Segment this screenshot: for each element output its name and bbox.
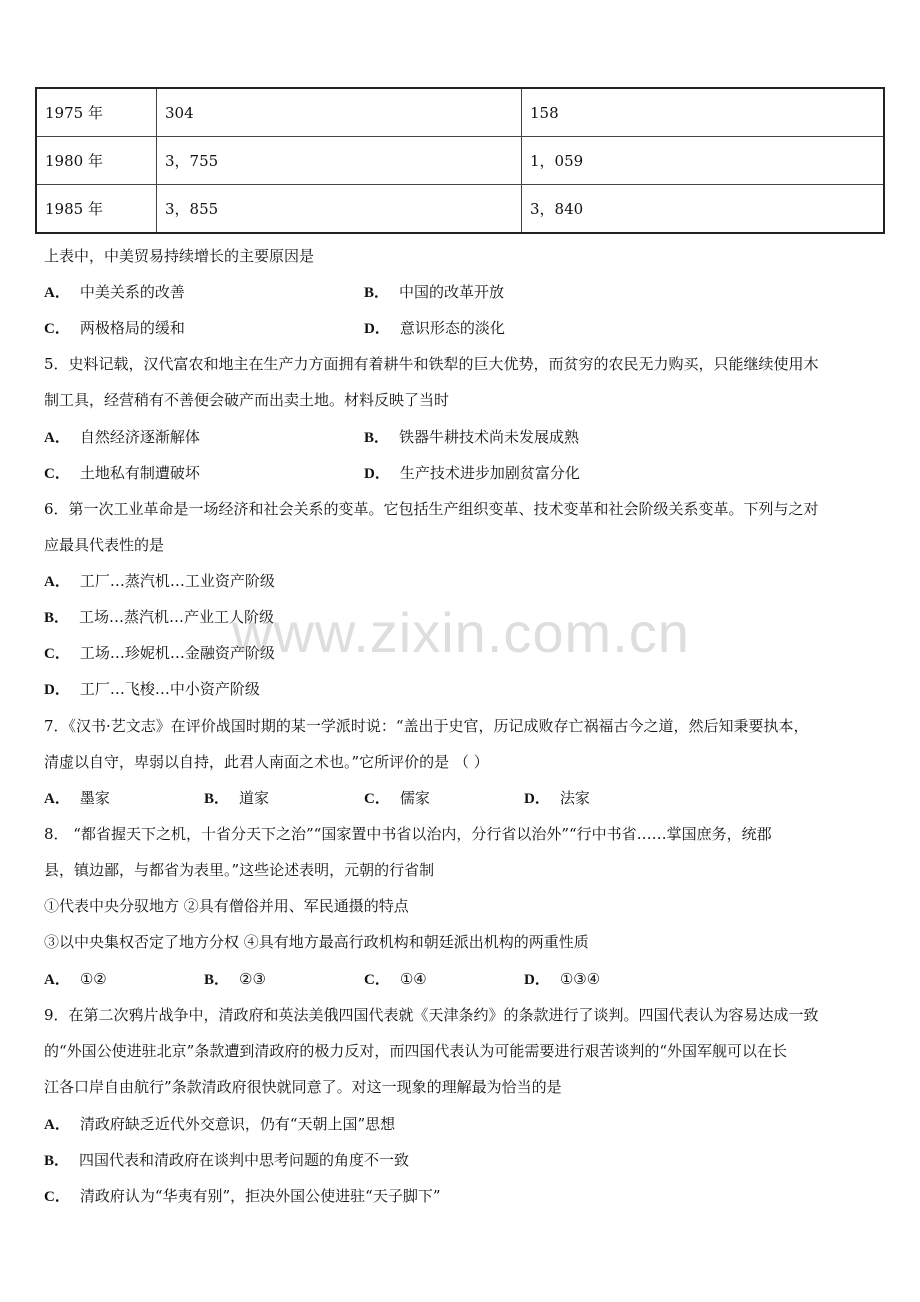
q4-option-a [44, 282, 185, 303]
option-text: 清政府缺乏近代外交意识，仍有“天朝上国”思想 [79, 1115, 396, 1133]
q6-option-d [44, 679, 260, 700]
option-text: 土地私有制遭破坏 [79, 464, 200, 482]
option-letter: B． [44, 1153, 70, 1169]
table-cell: 3，755 [157, 137, 522, 185]
option-text: ②③ [239, 970, 266, 988]
table-row [36, 137, 884, 185]
option-letter: A． [44, 791, 70, 807]
q5-option-b [364, 427, 579, 448]
question-5-line: 制工具，经营稍有不善便会破产而出卖土地。材料反映了当时 [44, 391, 450, 409]
question-6-line: 6．第一次工业革命是一场经济和社会关系的变革。它包括生产组织变革、技术变革和社会阶级关系变革。下列与之对 [44, 500, 819, 518]
option-letter: B． [364, 430, 390, 446]
option-letter: C． [364, 972, 390, 988]
option-text: 墨家 [79, 789, 110, 807]
option-text: 工场…蒸汽机…产业工人阶级 [79, 608, 275, 626]
option-text: ①③④ [559, 970, 601, 988]
q5-option-c [44, 463, 200, 484]
option-text: 生产技术进步加剧贫富分化 [399, 464, 580, 482]
option-letter: C． [364, 791, 390, 807]
option-text: ①② [79, 970, 107, 988]
table-cell: 1985 年 [36, 185, 157, 234]
table-cell: 1980 年 [36, 137, 157, 185]
q7-option-a [44, 788, 110, 809]
question-8-statement: ①代表中央分驭地方 ②具有僧俗并用、军民通摄的特点 [44, 897, 409, 915]
question-9-line: 江各口岸自由航行”条款清政府很快就同意了。对这一现象的理解最为恰当的是 [44, 1078, 562, 1096]
question-5-line: 5．史料记载，汉代富农和地主在生产力方面拥有着耕牛和铁犁的巨大优势，而贫穷的农民无力购买，只能继续使用木 [44, 355, 819, 373]
option-letter: A． [44, 574, 70, 590]
option-text: 清政府认为“华夷有别”，拒决外国公使进驻“天子脚下” [79, 1187, 441, 1205]
option-letter: C． [44, 1189, 70, 1205]
q9-option-b [44, 1150, 409, 1171]
q8-option-d [524, 969, 600, 990]
question-7-line: 清虚以自守，卑弱以自持，此君人南面之术也。”它所评价的是 （ ） [44, 753, 489, 771]
option-letter: A． [44, 430, 70, 446]
q8-option-b [204, 969, 266, 990]
option-letter: D． [364, 466, 390, 482]
option-letter: B． [204, 972, 230, 988]
option-letter: A． [44, 1117, 70, 1133]
question-6-line: 应最具代表性的是 [44, 536, 165, 554]
option-text: 意识形态的淡化 [399, 319, 505, 337]
option-letter: B． [364, 285, 390, 301]
q5-option-a [44, 427, 200, 448]
table-cell: 158 [522, 88, 885, 137]
option-text: 儒家 [399, 789, 430, 807]
question-8-statement: ③以中央集权否定了地方分权 ④具有地方最高行政机构和朝廷派出机构的两重性质 [44, 933, 589, 951]
option-letter: C． [44, 646, 70, 662]
option-text: 两极格局的缓和 [79, 319, 185, 337]
table-row [36, 88, 884, 137]
option-letter: D． [44, 682, 70, 698]
option-text: 中美关系的改善 [79, 283, 185, 301]
trade-table [35, 87, 885, 234]
table-cell: 304 [157, 88, 522, 137]
option-text: 法家 [559, 789, 590, 807]
option-text: 中国的改革开放 [399, 283, 505, 301]
option-text: 自然经济逐渐解体 [79, 428, 200, 446]
option-letter: B． [204, 791, 230, 807]
q4-option-b [364, 282, 504, 303]
question-9-line: 的“外国公使进驻北京”条款遭到清政府的极力反对，而四国代表认为可能需要进行艰苦谈判的“外国军舰可以在长 [44, 1042, 788, 1060]
q6-option-a [44, 571, 275, 592]
option-letter: A． [44, 285, 70, 301]
table-cell: 3，840 [522, 185, 885, 234]
q7-option-c [364, 788, 430, 809]
q8-option-a [44, 969, 107, 990]
option-text: 道家 [239, 789, 270, 807]
q9-option-c [44, 1186, 441, 1207]
option-letter: D． [524, 791, 550, 807]
q7-option-d [524, 788, 590, 809]
option-text: 工场…珍妮机…金融资产阶级 [79, 644, 275, 662]
q9-option-a [44, 1114, 395, 1135]
q5-option-d [364, 463, 580, 484]
option-text: ①④ [399, 970, 427, 988]
option-letter: C． [44, 466, 70, 482]
option-letter: B． [44, 610, 70, 626]
table-cell: 1975 年 [36, 88, 157, 137]
question-8-line: 8． “都省握天下之机，十省分天下之治”“国家置中书省以治内，分行省以治外”“行中书省……掌国庶务，统郡 [44, 825, 772, 843]
option-text: 铁器牛耕技术尚未发展成熟 [399, 428, 580, 446]
question-7-line: 7．《汉书·艺文志》在评价战国时期的某一学派时说：“盖出于史官，历记成败存亡祸福古今之道，然后知秉要执本， [44, 717, 809, 735]
option-text: 工厂…飞梭…中小资产阶级 [79, 680, 260, 698]
option-text: 四国代表和清政府在谈判中思考问题的角度不一致 [79, 1151, 410, 1169]
question-9-line: 9．在第二次鸦片战争中，清政府和英法美俄四国代表就《天津条约》的条款进行了谈判。四国代表认为容易达成一致 [44, 1006, 819, 1024]
option-letter: D． [364, 321, 390, 337]
option-letter: A． [44, 972, 70, 988]
option-letter: D． [524, 972, 550, 988]
q4-option-d [364, 318, 505, 339]
table-row [36, 185, 884, 234]
q4-option-c [44, 318, 185, 339]
option-text: 工厂…蒸汽机…工业资产阶级 [79, 572, 275, 590]
q8-option-c [364, 969, 427, 990]
table-cell: 1，059 [522, 137, 885, 185]
q7-option-b [204, 788, 269, 809]
table-cell: 3，855 [157, 185, 522, 234]
watermark: www.zixin.com.cn [232, 601, 690, 664]
question-8-line: 县，镇边鄙，与都省为表里。”这些论述表明，元朝的行省制 [44, 861, 435, 879]
option-letter: C． [44, 321, 70, 337]
question-4-stem: 上表中，中美贸易持续增长的主要原因是 [44, 247, 315, 265]
